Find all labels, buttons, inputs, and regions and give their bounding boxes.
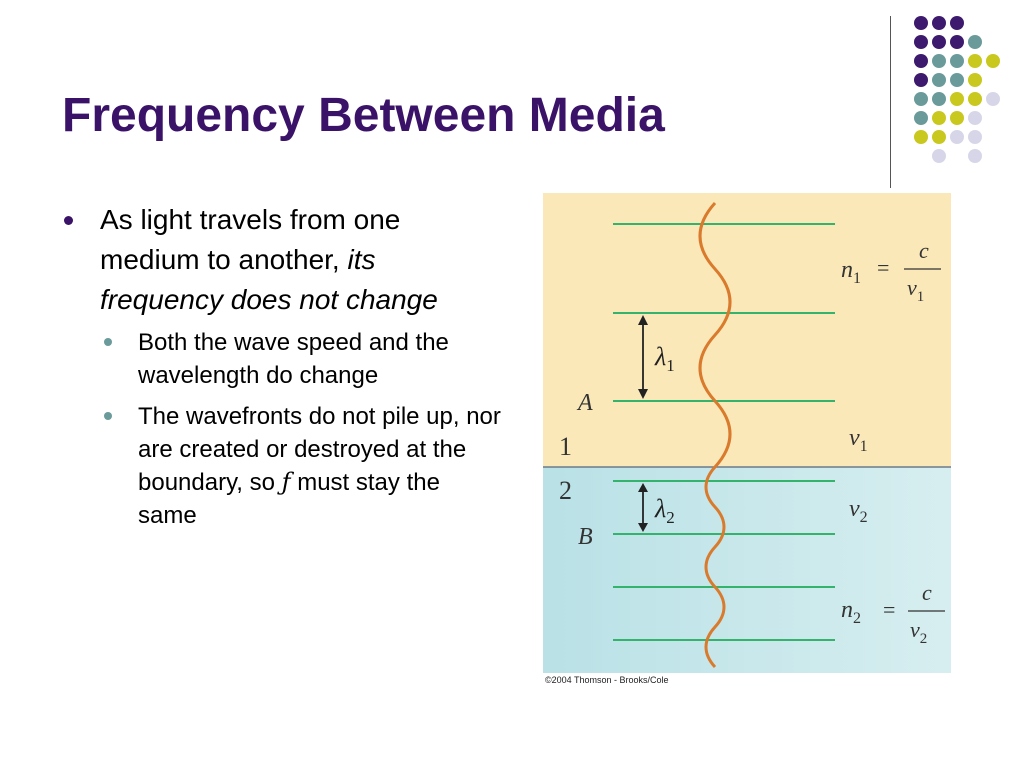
eq1-lhs: $n_1$: [841, 257, 861, 287]
lambda1-label: $\lambda_1$: [655, 342, 675, 375]
decor-dot: [968, 111, 982, 125]
lambda2-label: $\lambda_2$: [655, 494, 675, 527]
decor-dot: [950, 16, 964, 30]
frequency-symbol: ƒ: [281, 468, 291, 496]
decor-dot: [950, 130, 964, 144]
decor-dot: [950, 35, 964, 49]
sub-bullet: [62, 400, 502, 532]
decor-dot: [950, 92, 964, 106]
slide-title: Frequency Between Media: [62, 89, 665, 142]
decor-dot: [986, 54, 1000, 68]
decor-dot: [950, 111, 964, 125]
sub-bullet-marker: [104, 338, 112, 346]
sub-bullet: [62, 326, 502, 392]
v2-label: $v_2$: [849, 496, 868, 526]
decor-dot: [914, 92, 928, 106]
decor-dot: [914, 130, 928, 144]
decor-dot: [932, 54, 946, 68]
decor-dot: [932, 130, 946, 144]
medium-1-number: 1: [559, 432, 572, 461]
decor-dot: [932, 111, 946, 125]
decor-dot: [986, 92, 1000, 106]
decor-dot: [968, 149, 982, 163]
bullet-main-italic: its frequency does not change: [100, 244, 438, 315]
medium-2-number: 2: [559, 476, 572, 505]
eq1-denominator: $v_1$: [907, 275, 925, 305]
bullet-list: [62, 200, 502, 532]
decor-dot: [914, 35, 928, 49]
figure-credit: ©2004 Thomson - Brooks/Cole: [545, 675, 669, 685]
v1-label: $v_1$: [849, 425, 868, 455]
bullet-main-text: As light travels from one medium to another,: [100, 204, 401, 275]
point-a-label: A: [578, 390, 593, 416]
decor-dot: [914, 111, 928, 125]
decor-dot: [932, 16, 946, 30]
sub-bullet-text: The wavefronts do not pile up, nor are created or destroyed at the boundary, so: [138, 403, 501, 496]
sub-bullet-marker: [104, 412, 112, 420]
medium-1-region: [543, 193, 951, 467]
decor-dot: [932, 73, 946, 87]
decor-dot: [914, 73, 928, 87]
decor-dot: [914, 16, 928, 30]
decor-dot: [950, 54, 964, 68]
bullet-main: [62, 200, 502, 320]
sub-bullet-text: Both the wave speed and the wavelength do change: [138, 329, 449, 389]
decor-dot: [932, 92, 946, 106]
eq1-numerator: c: [919, 238, 929, 263]
decor-dot: [968, 92, 982, 106]
decor-dot: [932, 35, 946, 49]
eq2-equals: =: [883, 597, 896, 622]
decor-dot: [968, 130, 982, 144]
eq2-lhs: $n_2$: [841, 597, 861, 627]
medium-2-region: [543, 467, 951, 673]
decor-dot: [932, 149, 946, 163]
decor-dot: [914, 54, 928, 68]
point-b-label: B: [578, 524, 593, 550]
eq2-denominator: $v_2$: [910, 617, 928, 647]
decor-dot: [968, 73, 982, 87]
decor-dot: [968, 35, 982, 49]
eq1-equals: =: [877, 255, 890, 280]
eq2-numerator: c: [922, 580, 932, 605]
sub-bullet-text-end: must stay the same: [138, 469, 440, 529]
bullet-marker: [64, 216, 73, 225]
decor-dot: [968, 54, 982, 68]
divider-line: [890, 16, 891, 188]
decor-dot: [950, 73, 964, 87]
wave-refraction-figure: [543, 193, 951, 673]
